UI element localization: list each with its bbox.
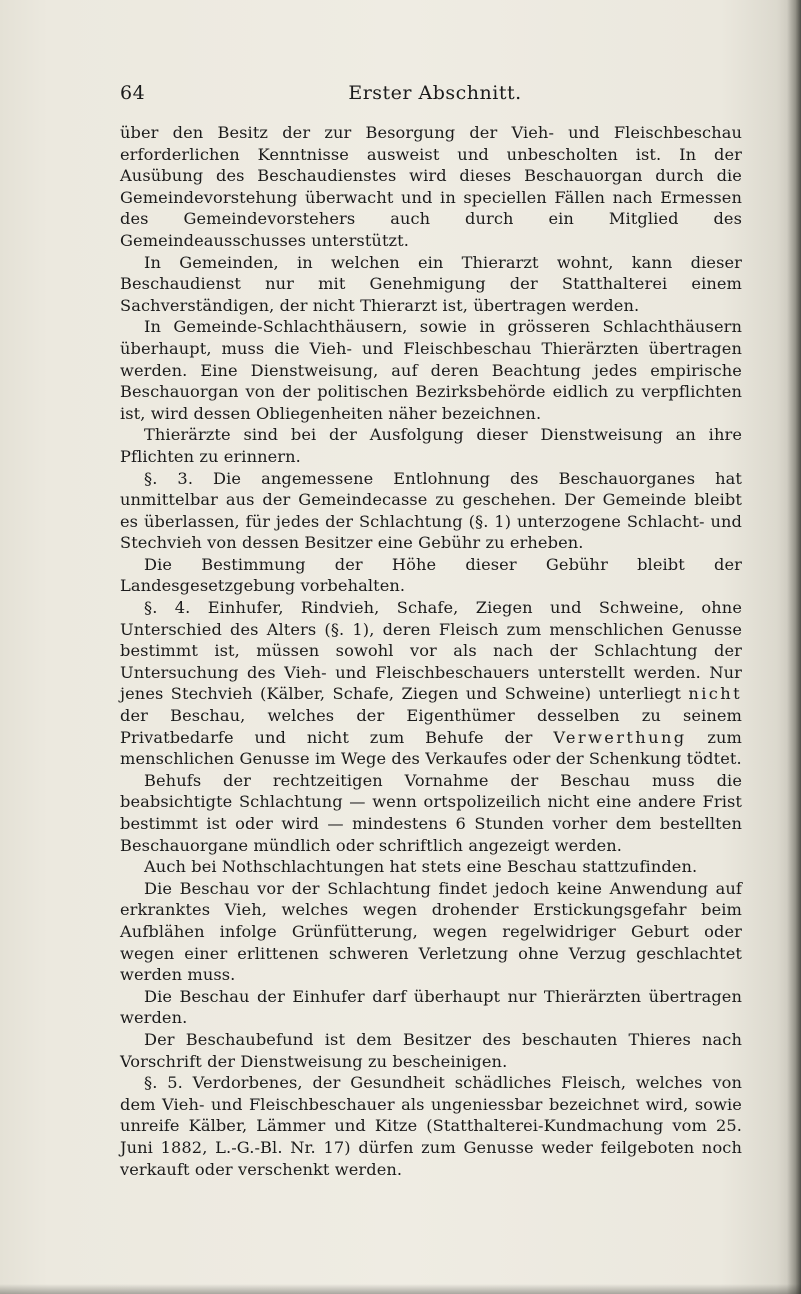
page-number: 64	[120, 82, 146, 104]
paragraph-section-3: §. 3. Die angemessene Entlohnung des Beschauorganes hat unmittelbar aus der Gemeindecasse zu geschehen. Der Gemeinde bleibt es überlassen, für jedes der Schlachtung (§. 1) unterzogene Schlacht- und Stechvieh von dessen Besitzer eine Gebühr zu erheben.	[120, 468, 742, 553]
running-title: Erster Abschnitt.	[348, 82, 522, 104]
paragraph: Die Beschau der Einhufer darf überhaupt nur Thierärzten übertragen werden.	[120, 986, 742, 1028]
paragraph-section-5: §. 5. Verdorbenes, der Gesundheit schädliches Fleisch, welches von dem Vieh- und Fleischbeschauer als ungeniessbar bezeichnet wird, sowie unreife Kälber, Lämmer und Kitze (Statthalterei-Kundmachung vom 25. Juni 1882, L.-G.-Bl. Nr. 17) dürfen zum Genusse weder feilgeboten noch verkauft oder verschenkt werden.	[120, 1073, 742, 1179]
page-bottom-shadow	[0, 1284, 801, 1294]
emphasized-word: Verwerthung	[553, 727, 687, 747]
paragraph: In Gemeinden, in welchen ein Thierarzt wohnt, kann dieser Beschaudienst nur mit Genehmigung der Statthalterei einem Sachverständigen, der nicht Thierarzt ist, übertragen werden.	[120, 252, 742, 315]
page-edge-shadow	[787, 0, 801, 1294]
paragraph: Die Beschau vor der Schlachtung findet jedoch keine Anwendung auf erkranktes Vieh, welches wegen drohender Erstickungsgefahr beim Aufblähen infolge Grünfütterung, wegen regelwidriger Geburt oder wegen einer erlittenen schweren Verletzung ohne Verzug geschlachtet werden muss.	[120, 878, 742, 985]
paragraph: Der Beschaubefund ist dem Besitzer des beschauten Thieres nach Vorschrift der Dienstweisung zu bescheinigen.	[120, 1029, 742, 1071]
emphasized-word: nicht	[688, 684, 742, 704]
body-text	[120, 122, 742, 1180]
text-run: der Beschau, welches der Eigenthümer desselben zu seinem Privatbedarfe und nicht zum Behufe der	[120, 706, 742, 747]
paragraph: Auch bei Nothschlachtungen hat stets eine Beschau stattzufinden.	[144, 857, 698, 877]
paragraph: über den Besitz der zur Besorgung der Vieh- und Fleischbeschau erforderlichen Kenntnisse ausweist und unbescholten ist. In der Ausübung des Beschaudienstes wird dieses Beschauorgan durch die Gemeindevorstehung überwacht und in speciellen Fällen nach Ermessen des Gemeindevorstehers auch durch ein Mitglied des Gemeindeausschusses unterstützt.	[120, 123, 742, 250]
paragraph: Behufs der rechtzeitigen Vornahme der Beschau muss die beabsichtigte Schlachtung — wenn ortspolizeilich nicht eine andere Frist bestimmt ist oder wird — mindestens 6 Stunden vorher dem bestellten Beschauorgane mündlich oder schriftlich angezeigt werden.	[120, 770, 742, 855]
text-run: zum menschlichen Genusse im Wege des Verkaufes oder der Schenkung tödtet.	[120, 727, 742, 769]
text-run: §. 4. Einhufer, Rindvieh, Schafe, Ziegen und Schweine, ohne Unterschied des Alters (§. 1), deren Fleisch zum menschlichen Genusse bestimmt ist, müssen sowohl vor als nach der Schlachtung der Untersuchung des Vieh- und Fleischbeschauers unterstellt werden. Nur jenes Stechvieh (Kälber, Schafe, Ziegen und Schweine) unterliegt	[120, 598, 742, 704]
paragraph: Die Bestimmung der Höhe dieser Gebühr bleibt der Landesgesetzgebung vorbehalten.	[120, 554, 742, 596]
page-header	[120, 82, 750, 112]
paragraph: In Gemeinde-Schlachthäusern, sowie in grösseren Schlachthäusern überhaupt, muss die Vieh- und Fleischbeschau Thierärzten übertragen werden. Eine Dienstweisung, auf deren Beachtung jedes empirische Beschauorgan von der politischen Bezirksbehörde eidlich zu verpflichten ist, wird dessen Obliegenheiten näher bezeichnen.	[120, 317, 742, 423]
paragraph: Thierärzte sind bei der Ausfolgung dieser Dienstweisung an ihre Pflichten zu erinnern.	[120, 425, 742, 466]
paragraph-section-4	[120, 597, 742, 770]
